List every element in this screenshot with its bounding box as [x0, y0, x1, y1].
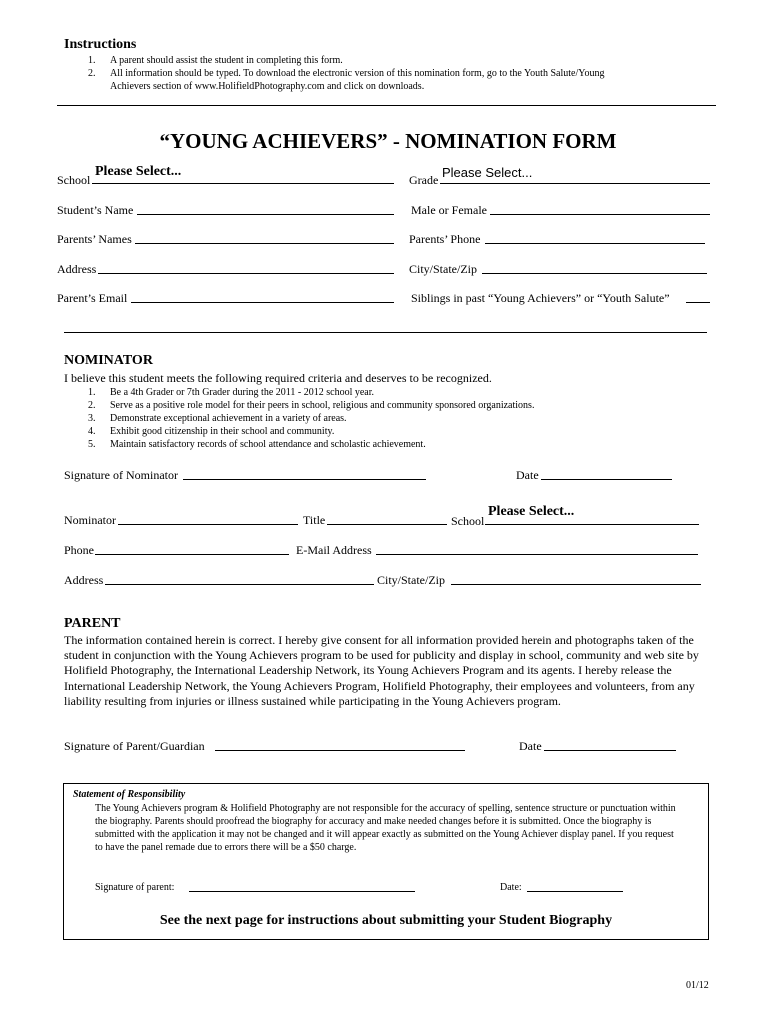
parents-phone-label: Parents’ Phone	[409, 232, 481, 246]
instruction-text: A parent should assist the student in completing this form.	[110, 55, 343, 66]
parents-names-label: Parents’ Names	[57, 232, 132, 246]
student-address-field[interactable]	[98, 258, 394, 274]
section-divider	[64, 332, 707, 333]
criteria-number: 1.	[88, 387, 96, 398]
criteria-item: Be a 4th Grader or 7th Grader during the 2011 - 2012 school year.	[110, 387, 374, 398]
gender-field[interactable]	[490, 199, 710, 215]
nominator-school-select-value: Please Select...	[488, 504, 575, 519]
section-divider	[57, 105, 716, 106]
parent-email-label: Parent’s Email	[57, 291, 128, 305]
page-code: 01/12	[686, 980, 709, 991]
criteria-number: 5.	[88, 439, 96, 450]
instruction-text: All information should be typed. To download the electronic version of this nomination form, go to the Youth Salute/Young	[110, 68, 605, 79]
gender-label: Male or Female	[411, 203, 487, 217]
nominator-address-field[interactable]	[105, 569, 374, 585]
grade-label: Grade	[409, 173, 439, 187]
criteria-item: Serve as a positive role model for their peers in school, religious and community sponsored organizations.	[110, 400, 535, 411]
criteria-item: Demonstrate exceptional achievement in a variety of areas.	[110, 413, 347, 424]
nominator-email-label: E-Mail Address	[296, 543, 372, 557]
next-page-note: See the next page for instructions about submitting your Student Biography	[159, 913, 613, 928]
instruction-number: 2.	[88, 68, 96, 79]
nominator-name-label: Nominator	[64, 513, 116, 527]
parent-signature-label: Signature of Parent/Guardian	[64, 739, 205, 753]
nominator-city-state-zip-label: City/State/Zip	[377, 573, 445, 587]
responsibility-date-label: Date:	[500, 882, 522, 893]
parent-signature-field[interactable]	[215, 735, 465, 751]
nominator-signature-label: Signature of Nominator	[64, 468, 178, 482]
nominator-city-state-zip-field[interactable]	[451, 569, 701, 585]
criteria-item: Exhibit good citizenship in their school and community.	[110, 426, 335, 437]
parent-heading: PARENT	[64, 616, 121, 631]
parent-date-field[interactable]	[544, 735, 676, 751]
parent-date-label: Date	[519, 739, 542, 753]
nominator-phone-field[interactable]	[95, 539, 289, 555]
city-state-zip-label: City/State/Zip	[409, 262, 477, 276]
nominator-intro: I believe this student meets the following required criteria and deserves to be recognized.	[64, 371, 492, 385]
student-name-label: Student’s Name	[57, 203, 134, 217]
parents-phone-field[interactable]	[485, 228, 705, 244]
nominator-name-field[interactable]	[118, 509, 298, 525]
responsibility-date-field[interactable]	[527, 877, 623, 892]
responsibility-signature-label: Signature of parent:	[95, 882, 175, 893]
responsibility-signature-field[interactable]	[189, 877, 415, 892]
nominator-email-field[interactable]	[376, 539, 698, 555]
nominator-title-field[interactable]	[327, 509, 447, 525]
criteria-number: 4.	[88, 426, 96, 437]
instructions-heading: Instructions	[64, 37, 137, 52]
nominator-date-field[interactable]	[541, 464, 672, 480]
nominator-school-select[interactable]	[485, 504, 699, 525]
criteria-number: 2.	[88, 400, 96, 411]
instruction-text: Achievers section of www.HolifieldPhotography.com and click on downloads.	[110, 81, 425, 92]
nominator-signature-field[interactable]	[183, 464, 426, 480]
grade-select[interactable]	[440, 165, 710, 184]
siblings-label: Siblings in past “Young Achievers” or “Youth Salute”	[411, 291, 670, 305]
form-title: “YOUNG ACHIEVERS” - NOMINATION FORM	[159, 129, 617, 153]
parent-email-field[interactable]	[131, 287, 394, 303]
grade-select-value: Please Select...	[442, 165, 533, 180]
nominator-address-label: Address	[64, 573, 104, 587]
instruction-number: 1.	[88, 55, 96, 66]
nominator-school-label: School	[451, 514, 485, 528]
student-school-select[interactable]	[92, 164, 394, 184]
nominator-phone-label: Phone	[64, 543, 94, 557]
school-label: School	[57, 173, 91, 187]
address-label: Address	[57, 262, 97, 276]
responsibility-heading: Statement of Responsibility	[73, 789, 186, 800]
criteria-item: Maintain satisfactory records of school attendance and scholastic achievement.	[110, 439, 426, 450]
parents-names-field[interactable]	[135, 228, 394, 244]
siblings-field[interactable]	[686, 287, 710, 303]
student-school-select-value: Please Select...	[95, 164, 182, 179]
nominator-title-label: Title	[303, 513, 326, 527]
parent-consent-text: The information contained herein is correct. I hereby give consent for all information provided herein and photographs taken of the student in conjunction with the Young Achievers program to be used for publicity and display in school, community and web site by Holifield Photography, the International Leadership Network, its Young Achievers Program and its agents. I hereby release the International Leadership Network, the Young Achievers Program, Holifield Photography, their employees and volunteers, from any liability resulting from injuries or illness sustained while participating in the Young Achievers program.	[64, 633, 699, 708]
student-city-state-zip-field[interactable]	[482, 258, 707, 274]
nominator-date-label: Date	[516, 468, 539, 482]
nominator-heading: NOMINATOR	[64, 353, 153, 368]
criteria-number: 3.	[88, 413, 96, 424]
responsibility-text: The Young Achievers program & Holifield Photography are not responsible for the accuracy of spelling, sentence structure or punctuation within the biography. Parents should proofread the biography for accuracy and make needed changes before it is submitted. Once the biography is submitted with the application it may not be changed and it will appear exactly as submitted on the Young Achiever display panel. If you request to have the panel remade due to errors there will be a $50 charge.	[95, 803, 676, 853]
student-name-field[interactable]	[137, 199, 394, 215]
